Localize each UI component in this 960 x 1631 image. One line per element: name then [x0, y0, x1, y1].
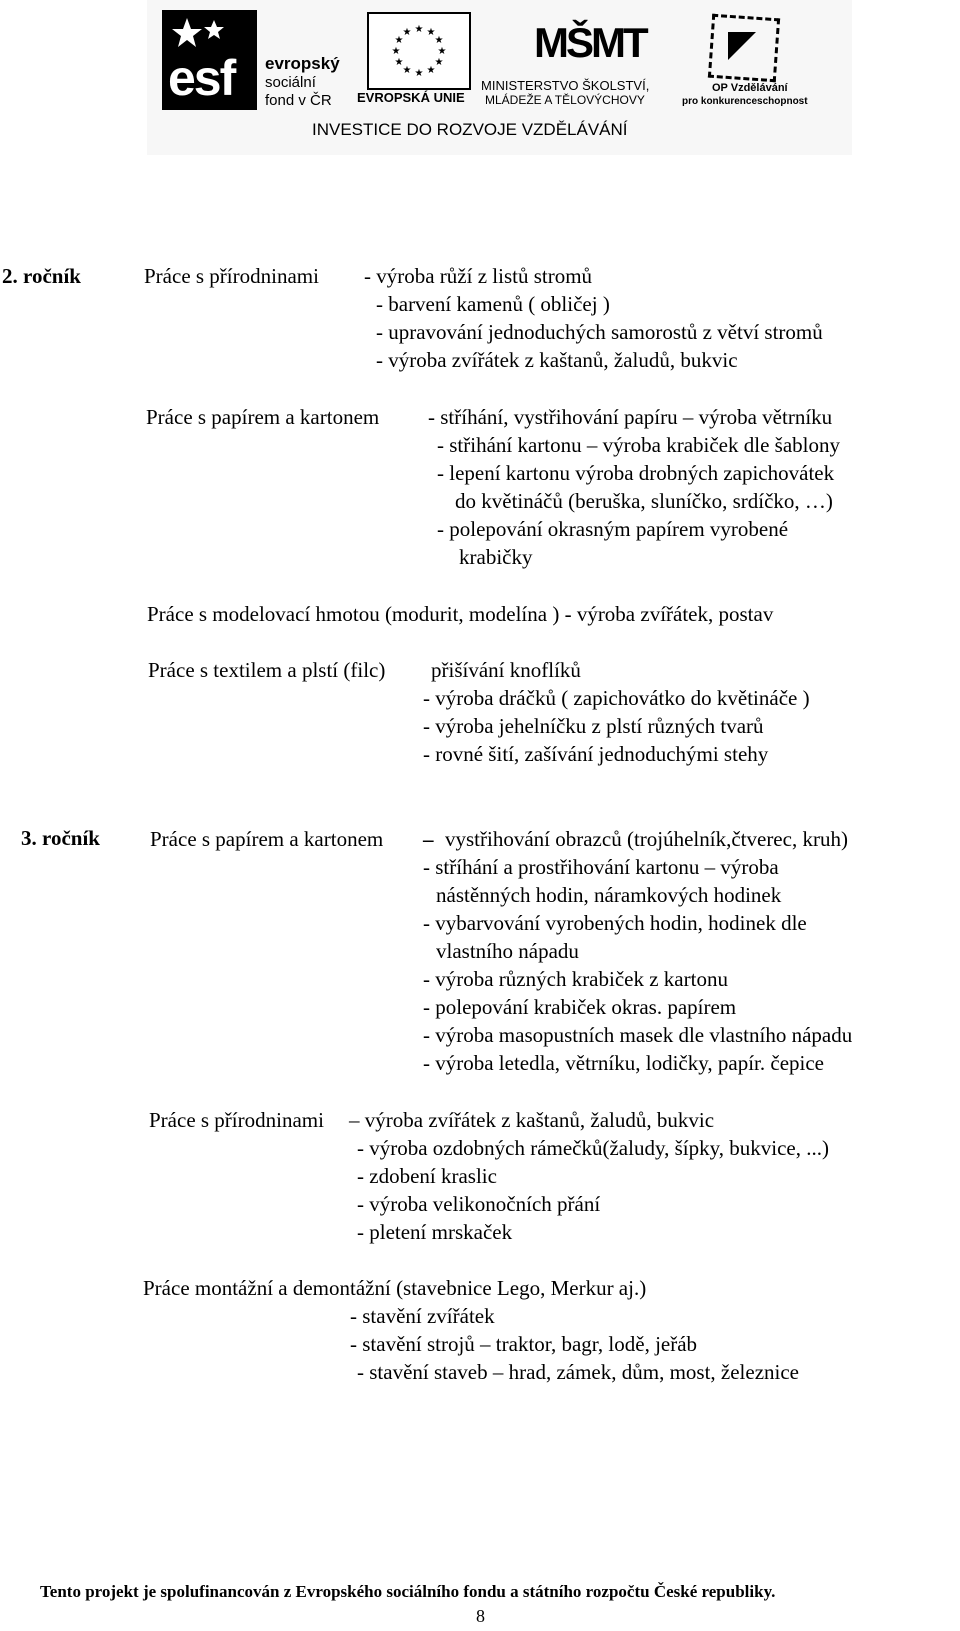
g3-assembly-item: - stavění staveb – hrad, zámek, dům, most, železnice [357, 1360, 800, 1384]
esf-line1: evropský [265, 54, 340, 73]
svg-text:★: ★ [437, 46, 447, 57]
eu-logo [357, 12, 477, 107]
g3-nature-item: - výroba velikonočních přání [357, 1192, 601, 1216]
eu-label: EVROPSKÁ UNIE [357, 90, 465, 105]
svg-text:★: ★ [391, 46, 401, 57]
g3-paper-title: Práce s papírem a kartonem [150, 827, 384, 851]
esf-line2: sociální [265, 74, 316, 91]
g2-nature-item: - výroba růží z listů stromů [364, 264, 593, 288]
g3-paper-line: - polepování krabiček okras. papírem [423, 995, 737, 1019]
g3-paper-line: vlastního nápadu [436, 939, 579, 963]
g2-nature-item: - barvení kamenů ( obličej ) [376, 292, 610, 316]
esf-line3: fond v ČR [265, 92, 332, 109]
svg-text:★: ★ [414, 24, 424, 35]
g2-paper-line: - střihání kartonu – výroba krabiček dle šablony [437, 433, 840, 457]
g2-nature-title: Práce s přírodninami [144, 264, 319, 288]
svg-text:★: ★ [426, 27, 436, 38]
g3-assembly-item: - stavění strojů – traktor, bagr, lodě, jeřáb [350, 1332, 698, 1356]
footer-note: Tento projekt je spolufinancován z Evropského sociálního fondu a státního rozpočtu České republiky. [40, 1582, 776, 1601]
g3-paper-dash: – [423, 827, 434, 851]
g3-nature-item: - zdobení kraslic [357, 1164, 497, 1188]
g3-paper-first: vystřihování obrazců (trojúhelník,čtverec, kruh) [445, 827, 848, 851]
msmt-logo [479, 8, 679, 108]
g3-assembly-item: - stavění zvířátek [350, 1304, 495, 1328]
esf-logo [162, 10, 352, 110]
msmt-mark: MŠMT [534, 19, 646, 66]
op-arrow-icon [722, 26, 762, 66]
g2-paper-line: - stříhání, vystřihování papíru – výroba větrníku [428, 405, 833, 429]
g2-textile-title: Práce s textilem a plstí (filc) [148, 658, 386, 682]
g2-textile-first: přišívání knoflíků [431, 658, 581, 682]
g3-paper-line: - vybarvování vyrobených hodin, hodinek dle [423, 911, 807, 935]
g2-modeling-line: Práce s modelovací hmotou (modurit, modelína ) - výroba zvířátek, postav [147, 602, 774, 626]
g2-nature-item: - upravování jednoduchých samorostů z větví stromů [376, 320, 823, 344]
eu-stars-icon [369, 14, 469, 88]
g3-nature-item: - výroba ozdobných rámečků(žaludy, šípky, bukvice, ...) [357, 1136, 829, 1160]
g2-paper-line: do květináčů (beruška, sluníčko, srdíčko, …) [455, 489, 833, 513]
g2-textile-item: - výroba dráčků ( zapichovátko do květináče ) [423, 686, 810, 710]
g3-nature-title: Práce s přírodninami [149, 1108, 324, 1132]
g3-paper-line: nástěnných hodin, náramkových hodinek [436, 883, 782, 907]
svg-text:★: ★ [402, 27, 412, 38]
op-line1: OP Vzdělávání [712, 82, 788, 94]
g2-paper-line: - polepování okrasným papírem vyrobené [437, 517, 789, 541]
g3-paper-line: - výroba masopustních masek dle vlastního nápadu [423, 1023, 853, 1047]
g2-textile-item: - rovné šití, zašívání jednoduchými stehy [423, 742, 769, 766]
g3-paper-line: - stříhání a prostřihování kartonu – výroba [423, 855, 779, 879]
svg-text:★: ★ [434, 35, 444, 46]
g2-paper-title: Práce s papírem a kartonem [146, 405, 380, 429]
svg-text:★: ★ [414, 68, 424, 79]
msmt-line1: MINISTERSTVO ŠKOLSTVÍ, [481, 78, 650, 93]
g2-textile-item: - výroba jehelníčku z plstí různých tvarů [423, 714, 764, 738]
g2-nature-item: - výroba zvířátek z kaštanů, žaludů, bukvic [376, 348, 738, 372]
logo-header [147, 0, 852, 155]
g3-nature-first: – výroba zvířátek z kaštanů, žaludů, bukvic [349, 1108, 715, 1132]
op-logo [682, 10, 807, 110]
esf-mark-text: esf [168, 50, 235, 106]
svg-text:★: ★ [426, 65, 436, 76]
op-line2: pro konkurenceschopnost [682, 96, 808, 107]
g3-paper-line: - výroba různých krabiček z kartonu [423, 967, 728, 991]
g2-paper-line: - lepení kartonu výroba drobných zapichovátek [437, 461, 835, 485]
grade3-label: 3. ročník [21, 826, 100, 850]
svg-text:★: ★ [394, 35, 404, 46]
g3-assembly-title: Práce montážní a demontážní (stavebnice Lego, Merkur aj.) [143, 1276, 647, 1300]
grade2-label: 2. ročník [2, 264, 81, 288]
g3-paper-line: - výroba letedla, větrníku, lodičky, papír. čepice [423, 1051, 824, 1075]
svg-text:★: ★ [402, 65, 412, 76]
svg-text:★: ★ [434, 57, 444, 68]
g3-nature-item: - pletení mrskaček [357, 1220, 513, 1244]
svg-text:★: ★ [394, 57, 404, 68]
msmt-line2: MLÁDEŽE A TĚLOVÝCHOVY [485, 93, 645, 107]
page-number: 8 [476, 1606, 485, 1626]
motto: INVESTICE DO ROZVOJE VZDĚLÁVÁNÍ [312, 120, 628, 139]
g2-paper-line: krabičky [459, 545, 533, 569]
